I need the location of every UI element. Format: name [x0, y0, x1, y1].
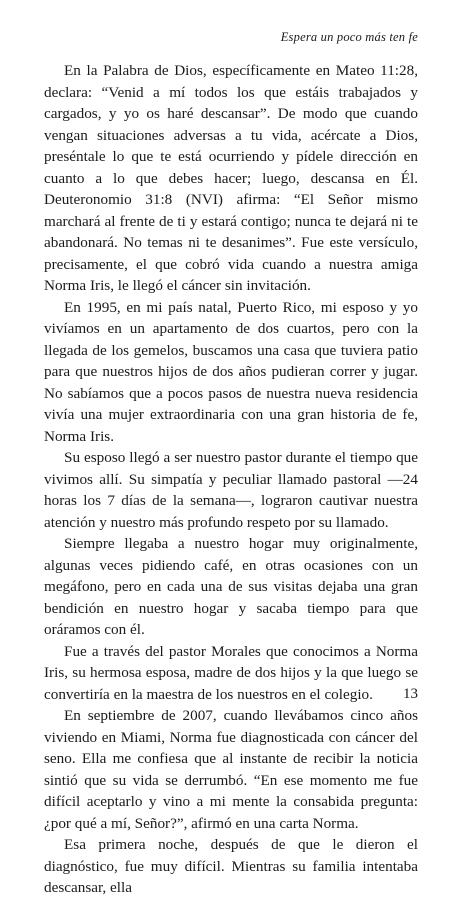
- running-header: Espera un poco más ten fe: [280, 30, 418, 44]
- body-text: [44, 60, 418, 899]
- paragraph: Siempre llegaba a nuestro hogar muy originalmente, algunas veces pidiendo café, en otras ocasiones con un megáfono, pero en cada una de sus visitas dejaba una gran bendición en nuestro hogar y sacaba tiempo para que oráramos con él.: [44, 535, 418, 638]
- paragraph: Fue a través del pastor Morales que conocimos a Norma Iris, su hermosa esposa, madre de dos hijos y la que luego se convertiría en la maestra de los nuestros en el colegio.: [44, 642, 418, 703]
- page-number: 13: [403, 686, 418, 702]
- paragraph: En 1995, en mi país natal, Puerto Rico, mi esposo y yo vivíamos en un apartamento de dos cuartos, pero con la llegada de los gemelos, buscamos una casa que tuviera patio para que nuestros hijos de dos años pudieran correr y jugar. No sabíamos que a pocos pasos de nuestra nueva residencia vivía una mujer extraordinaria con una gran historia de fe, Norma Iris.: [44, 298, 418, 445]
- paragraph: Su esposo llegó a ser nuestro pastor durante el tiempo que vivimos allí. Su simpatía y peculiar llamado pastoral —24 horas los 7 días de la semana—, lograron cautivar nuestra atención y nuestro más profundo respeto por su llamado.: [44, 449, 418, 531]
- paragraph: En septiembre de 2007, cuando llevábamos cinco años viviendo en Miami, Norma fue diagnosticada con cáncer del seno. Ella me confiesa que al instante de recibir la noticia sintió que su vida se derrumbó. “En ese momento me fue difícil aceptarlo y vino a mi mente la consabida pregunta: ¿por qué a mí, Señor?”, afirmó en una carta Norma.: [44, 707, 418, 832]
- paragraph: En la Palabra de Dios, específicamente en Mateo 11:28, declara: “Venid a mí todos los que estáis trabajados y cargados, y yo os haré descansar”. De modo que cuando vengan situaciones adversas a tu vida, acércate a Dios, preséntale lo que te está ocurriendo y pídele dirección en cuanto a lo que debes hacer; luego, descansa en Él. Deuteronomio 31:8 (NVI) afirma: “El Señor mismo marchará al frente de ti y estará contigo; nunca te dejará ni te abandonará. No temas ni te desanimes”. Fue este versículo, precisamente, el que cobró vida cuando a nuestra amiga Norma Iris, le llegó el cáncer sin invitación.: [44, 62, 418, 294]
- paragraph: Esa primera noche, después de que le dieron el diagnóstico, fue muy difícil. Mientras su familia intentaba descansar, ella: [44, 836, 418, 896]
